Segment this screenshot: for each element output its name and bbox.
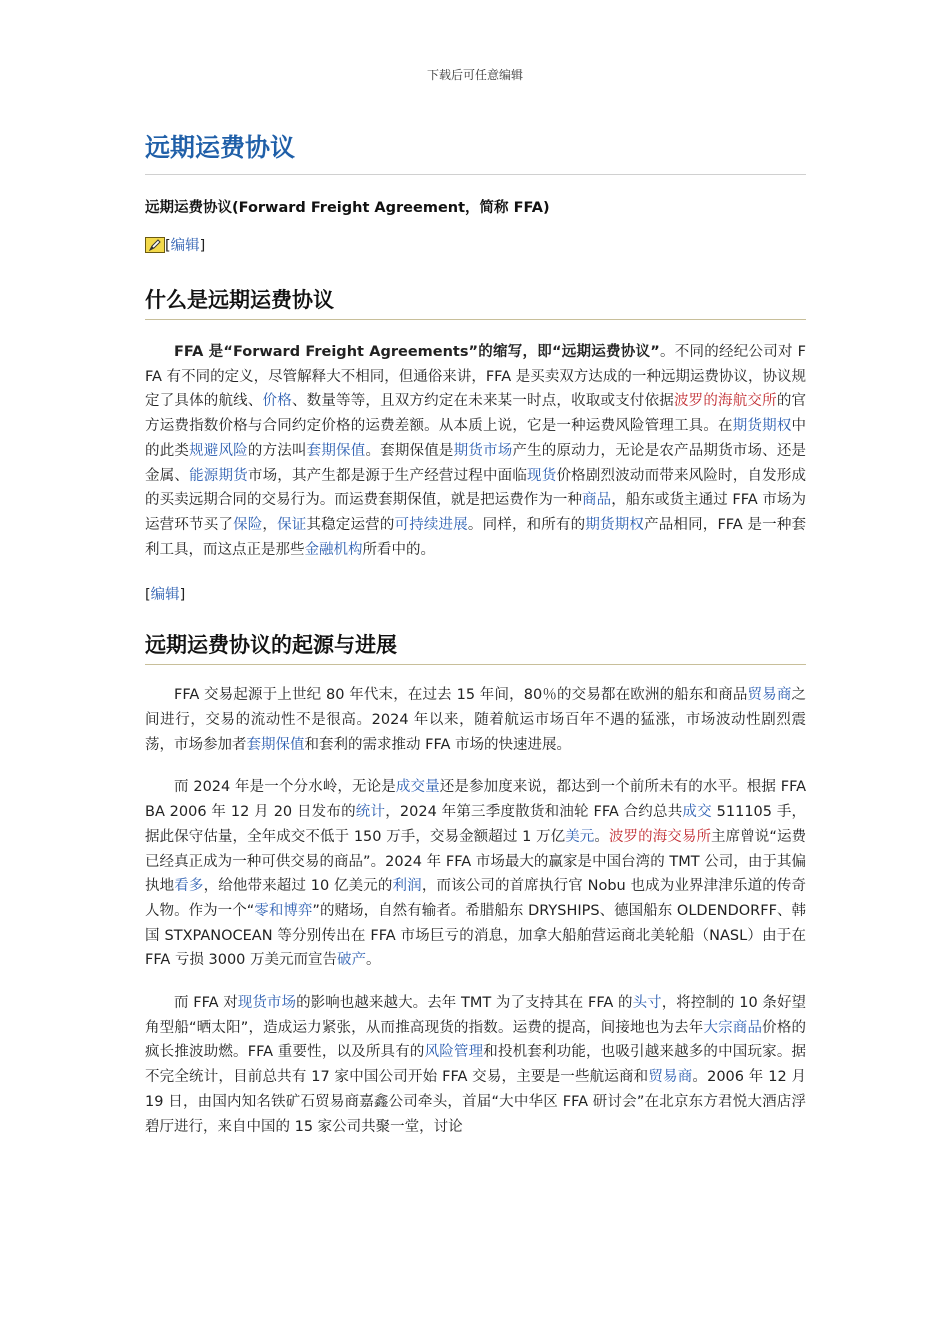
text-run: 的官方运费指数价格与合同约定价格的运费差额。从本质上说，它是一种运费风险管理工具。在 (145, 393, 807, 435)
inline-link[interactable]: 能源期货 (189, 467, 248, 484)
text-run: 还是参加度来说，都达到一个前所未有的水平。根据 FFABA 2006 年 12 月 20 日发布的 (145, 779, 806, 821)
text-run: 所看中的。 (362, 541, 435, 558)
inline-link[interactable]: 成交量 (395, 779, 440, 796)
text-run: ”的赌场，自然有输者。希腊船东 DRYSHIPS、德国船东 OLDENDORFF、韩国 STXPANOCEAN 等分别传出在 FFA 市场巨亏的消息，加拿大船舶营运商北美轮船（NASL）由于在 FFA 亏损 3000 万美元而宣告 (145, 902, 806, 969)
inline-link[interactable]: 金融机构 (304, 541, 363, 558)
inline-link[interactable]: 价格 (262, 393, 292, 410)
text-run: ，给他带来超过 10 亿美元的 (203, 878, 393, 895)
inline-link[interactable]: 商品 (582, 492, 612, 509)
paragraph-origin (145, 683, 806, 757)
text-run: 。同样，和所有的 (467, 516, 586, 533)
text-run: 主席曾说“运费已经真正成为一种可供交易的商品”。2024 年 FFA 市场最大的赢家是中国台湾的 TMT 公司，由于其偏执地 (145, 828, 807, 895)
inline-link[interactable]: 破产 (337, 952, 366, 969)
bold-text: FFA 是“Forward Freight Agreements”的缩写，即“远期运费协议” (174, 344, 660, 360)
edit-link-section1[interactable]: 编辑 (150, 587, 180, 604)
text-run: 和投机套利功能，也吸引越来越多的中国玩家。据不完全统计，目前总共有 17 家中国公司开始 FFA 交易，主要是一些航运商和 (145, 1044, 806, 1086)
text-run: 而 FFA 对 (174, 995, 238, 1012)
inline-redlink[interactable]: 波罗的海交易所 (608, 828, 712, 845)
inline-link[interactable]: 保险 (233, 516, 263, 533)
inline-link[interactable]: 套期保值 (246, 736, 305, 753)
inline-link[interactable]: 现货 (527, 467, 557, 484)
inline-link[interactable]: 美元 (565, 828, 595, 845)
text-run: ，而该公司的首席执行官 Nobu 也成为业界津津乐道的传奇人物。作为一个“ (145, 878, 806, 919)
inline-link[interactable]: 可持续进展 (394, 516, 468, 533)
inline-link[interactable]: 期货市场 (453, 442, 513, 459)
inline-link[interactable]: 保证 (277, 516, 307, 533)
text-run: 。不同的经纪公司对 FFA 有不同的定义，尽管解释大不相同，但通俗来讲，FFA 是买卖双方达成的一种远期运费协议，协议规定了具体的航线、 (145, 344, 806, 410)
edit-bracket-left: [ (145, 587, 151, 604)
text-run: 。 (366, 952, 381, 969)
header-note: 下载后可任意编辑 (426, 68, 523, 82)
paragraph-spot-market (145, 991, 806, 1139)
inline-link[interactable]: 大宗商品 (703, 1019, 763, 1036)
inline-link[interactable]: 成交 (682, 804, 712, 821)
text-run: FFA 交易起源于上世纪 80 年代末，在过去 15 年间，80％的交易都在欧洲的船东和商品 (174, 687, 748, 704)
inline-redlink[interactable]: 波罗的海航交所 (673, 393, 777, 410)
paragraph-watershed (145, 775, 806, 973)
inline-link[interactable]: 头寸 (632, 995, 662, 1012)
inline-link[interactable]: 利润 (392, 878, 422, 895)
inline-link[interactable]: 规避风险 (189, 442, 248, 459)
text-run: 的影响也越来越大。去年 TMT 为了支持其在 FFA 的 (296, 995, 633, 1012)
text-run: 。 (594, 828, 609, 845)
text-run: 511105 手，据此保守估量，全年成交不低于 150 万手，交易金额超过 1 万亿 (145, 804, 807, 845)
edit-row-section1 (145, 584, 806, 606)
text-run: ， (262, 516, 278, 533)
text-run: 的方法叫 (247, 442, 307, 459)
text-run: 产品相同，FFA 是一种套利工具，而这点正是那些 (145, 516, 807, 558)
text-run: 中的此类 (145, 418, 807, 459)
edit-row-top (145, 235, 806, 257)
text-run: 价格剧烈波动而带来风险时，自发形成的买卖远期合同的交易行为。而运费套期保值，就是把运费作为一种 (145, 467, 807, 509)
page-title: 远期运费协议 (145, 130, 806, 175)
text-run: ，2024 年第三季度散货和油轮 FFA 合约总共 (385, 804, 683, 821)
article-content (145, 130, 806, 1139)
text-run: 。2006 年 12 月 19 日，由国内知名铁矿石贸易商嘉鑫公司牵头，首届“大中华区 FFA 研讨会”在北京东方君悦大酒店浮碧厅进行，来自中国的 15 家公司共聚一堂，讨论 (145, 1069, 806, 1135)
inline-link[interactable]: 风险管理 (424, 1044, 484, 1061)
text-run: 而 2024 年是一个分水岭，无论是 (174, 779, 396, 796)
edit-bracket-right: ] (179, 587, 186, 604)
inline-link[interactable]: 现货市场 (237, 995, 297, 1012)
inline-link[interactable]: 期货期权 (732, 418, 792, 435)
inline-link[interactable]: 统计 (355, 804, 386, 821)
edit-bracket-right: ] (199, 238, 206, 254)
text-run: 价格的疯长推波助燃。FFA 重要性，以及所具有的 (145, 1019, 807, 1061)
text-run: 和套利的需求推动 FFA 市场的快速进展。 (304, 736, 571, 753)
text-run: 、数量等等，且双方约定在未来某一时点，收取或支付依据 (291, 393, 674, 410)
section-heading-origin-progress: 远期运费协议的起源与进展 (145, 630, 806, 665)
edit-link-top[interactable]: 编辑 (170, 238, 200, 254)
inline-link[interactable]: 零和博弈 (254, 902, 313, 919)
text-run: ，船东或货主通过 FFA 市场为运营环节买了 (145, 492, 806, 533)
article-subtitle: 远期运费协议(Forward Freight Agreement，简称 FFA) (145, 200, 550, 216)
text-run: ，将控制的 10 条好望角型船“晒太阳”，造成运力紧张，从而推高现货的指数。运费的提高，间接地也为去年 (145, 995, 807, 1036)
inline-link[interactable]: 看多 (174, 878, 204, 895)
text-run: 产生的原动力，无论是农产品期货市场、还是金属、 (145, 442, 807, 484)
inline-link[interactable]: 贸易商 (648, 1069, 693, 1086)
edit-bracket-left: [ (165, 238, 171, 254)
text-run: 其稳定运营的 (306, 516, 395, 533)
text-run: 。套期保值是 (365, 442, 454, 459)
paragraph-definition (145, 340, 806, 562)
inline-link[interactable]: 期货期权 (585, 516, 645, 533)
text-run: 之间进行，交易的流动性不是很高。2024 年以来，随着航运市场百年不遇的猛涨，市场波动性剧烈震荡，市场参加者 (145, 687, 806, 753)
inline-link[interactable]: 套期保值 (306, 442, 366, 459)
inline-link[interactable]: 贸易商 (747, 687, 792, 704)
text-run: 市场，其产生都是源于生产经营过程中面临 (247, 467, 528, 484)
edit-pencil-icon[interactable] (145, 237, 165, 253)
section-heading-what-is-ffa: 什么是远期运费协议 (145, 285, 806, 320)
